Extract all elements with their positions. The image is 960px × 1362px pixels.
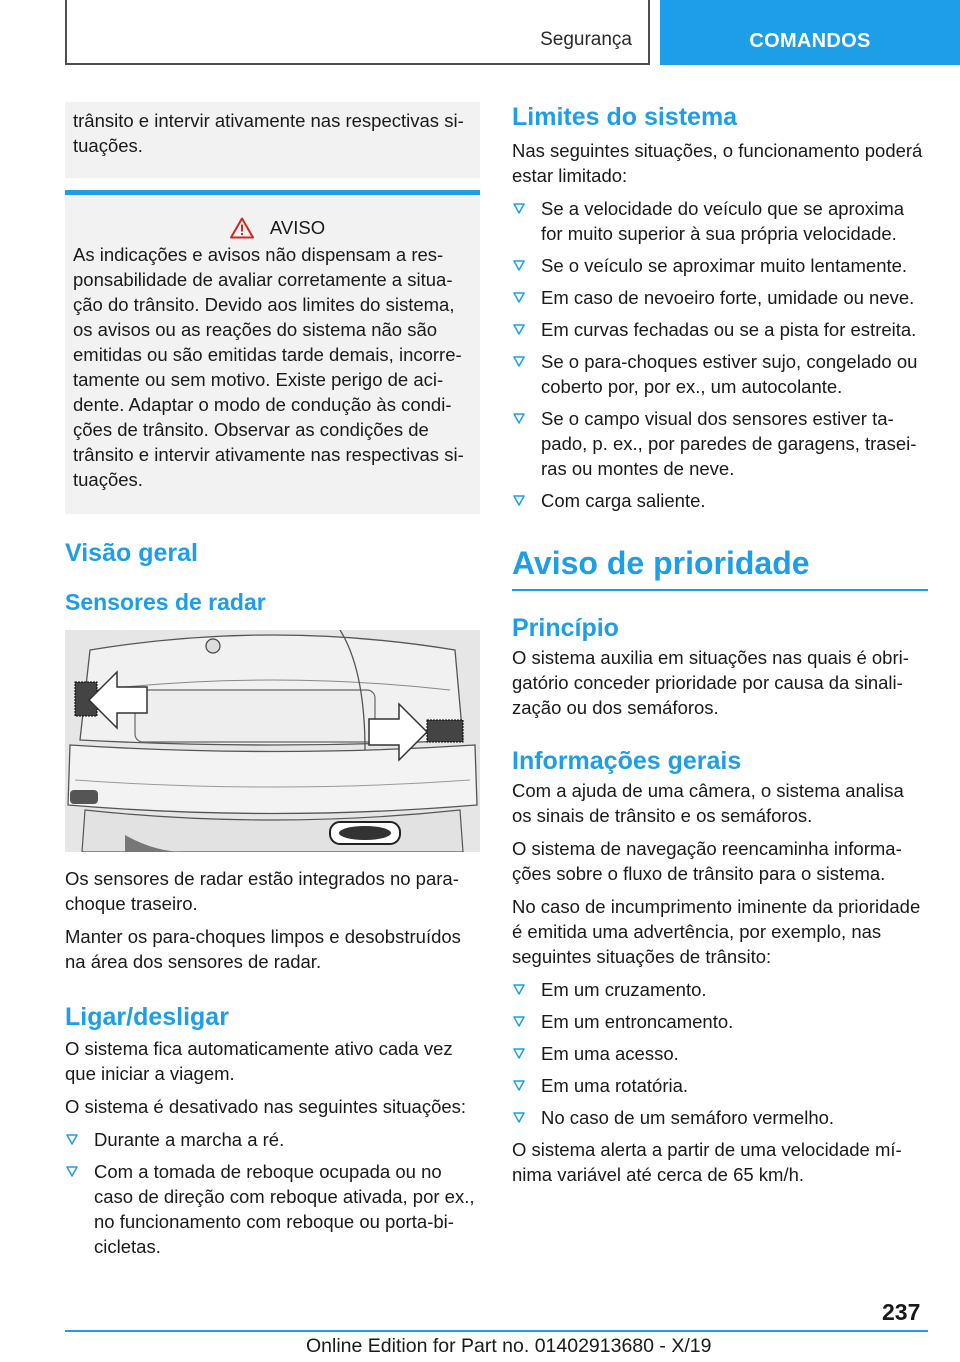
bullet-triangle-icon (513, 1080, 525, 1091)
list-item-text: Se a velocidade do veículo que se aproxima for muito superior à sua própria velocidade. (541, 198, 905, 244)
warning-header (73, 215, 472, 240)
list-item-text: Se o veículo se aproximar muito lentamente. (541, 255, 908, 276)
bullet-triangle-icon (66, 1166, 78, 1177)
general-paragraph-3: No caso de incumprimento iminente da prioridade é emitida uma advertência, por exemplo, nas seguintes situações de trânsito: (512, 896, 921, 967)
list-item (512, 196, 928, 246)
principle-text: O sistema auxilia em situações nas quais é obrigatório conceder prioridade por causa da sinalização ou dos semáforos. (512, 647, 909, 718)
priority-heading: Aviso de prioridade (512, 545, 810, 581)
header-chapter-tab[interactable] (660, 0, 960, 65)
general-heading: Informações gerais (512, 747, 742, 775)
list-item-text: Em uma rotatória. (541, 1075, 689, 1096)
list-item-text: Se o campo visual dos sensores estiver tapado, p. ex., por paredes de garagens, traseiras ou montes de neve. (541, 408, 917, 479)
list-item (512, 1105, 928, 1130)
list-item (512, 285, 928, 310)
principle-heading: Princípio (512, 614, 619, 642)
list-item-text: Em curvas fechadas ou se a pista for estreita. (541, 319, 917, 340)
list-item (512, 1073, 928, 1098)
warning-box (65, 195, 480, 514)
bullet-triangle-icon (513, 356, 525, 367)
page-number: 237 (882, 1299, 921, 1325)
bullet-triangle-icon (513, 203, 525, 214)
onoff-list (65, 1127, 480, 1259)
intro-box (65, 102, 480, 178)
warning-title: AVISO (269, 217, 326, 238)
header-frame (65, 0, 650, 65)
rear-bumper-radar-figure (65, 630, 480, 852)
radar-paragraph-2: Manter os para-choques limpos e desobstruídos na área dos sensores de radar. (65, 926, 461, 972)
list-item-text: Com carga saliente. (541, 490, 706, 511)
bullet-triangle-icon (513, 324, 525, 335)
list-item-text: Em um cruzamento. (541, 979, 707, 1000)
overview-heading: Visão geral (65, 539, 198, 567)
list-item (512, 349, 928, 399)
list-item-text: Em um entroncamento. (541, 1011, 734, 1032)
list-item (512, 1041, 928, 1066)
list-item (512, 977, 928, 1002)
list-item-text: No caso de um semáforo vermelho. (541, 1107, 835, 1128)
bullet-triangle-icon (513, 260, 525, 271)
list-item (512, 406, 928, 481)
list-item-text: Em caso de nevoeiro forte, umidade ou neve. (541, 287, 915, 308)
priority-heading-rule (512, 589, 928, 591)
list-item-text: Em uma acesso. (541, 1043, 679, 1064)
intro-box-text: trânsito e intervir ativamente nas respectivas situações. (73, 110, 464, 156)
onoff-paragraph-2: O sistema é desativado nas seguintes situações: (65, 1096, 467, 1117)
list-item-text: Com a tomada de reboque ocupada ou no caso de direção com reboque ativada, por ex., no funcionamento com reboque ou porta-bicicletas. (94, 1161, 475, 1257)
limits-intro: Nas seguintes situações, o funcionamento poderá estar limitado: (512, 140, 923, 186)
warning-triangle-icon (230, 217, 254, 239)
header-chapter-label: COMANDOS (749, 30, 871, 52)
left-column (65, 102, 480, 1266)
radar-paragraph-1: Os sensores de radar estão integrados no para-choque traseiro. (65, 868, 459, 914)
limits-list (512, 196, 928, 513)
onoff-heading: Ligar/desligar (65, 1003, 229, 1031)
header-section-title: Segurança (540, 29, 632, 50)
bullet-triangle-icon (513, 292, 525, 303)
footer-rule (65, 1330, 928, 1332)
list-item (65, 1159, 480, 1259)
bullet-triangle-icon (513, 1048, 525, 1059)
bullet-triangle-icon (513, 984, 525, 995)
general-list (512, 977, 928, 1130)
bullet-triangle-icon (513, 413, 525, 424)
general-paragraph-2: O sistema de navegação reencaminha informações sobre o fluxo de trânsito para o sistema. (512, 838, 902, 884)
general-paragraph-1: Com a ajuda de uma câmera, o sistema analisa os sinais de trânsito e os semáforos. (512, 780, 904, 826)
list-item (512, 488, 928, 513)
radar-heading: Sensores de radar (65, 589, 266, 615)
bullet-triangle-icon (513, 495, 525, 506)
onoff-paragraph-1: O sistema fica automaticamente ativo cada vez que iniciar a viagem. (65, 1038, 453, 1084)
list-item (512, 253, 928, 278)
limits-heading: Limites do sistema (512, 103, 738, 131)
list-item-text: Durante a marcha a ré. (94, 1129, 285, 1150)
bullet-triangle-icon (513, 1112, 525, 1123)
general-paragraph-4: O sistema alerta a partir de uma velocidade mínima variável até cerca de 65 km/h. (512, 1139, 902, 1185)
list-item (512, 317, 928, 342)
bullet-triangle-icon (513, 1016, 525, 1027)
footer-edition-text: Online Edition for Part no. 01402913680 - X/19 (306, 1335, 712, 1357)
bullet-triangle-icon (66, 1134, 78, 1145)
list-item (65, 1127, 480, 1152)
right-column (512, 102, 928, 1195)
warning-text: As indicações e avisos não dispensam a responsabilidade de avaliar corretamente a situação do trânsito. Devido aos limites do sistema, os avisos ou as reações do sistema não são emitidas ou são emitidas tarde demais, incorretamente ou sem motivo. Existe perigo de acidente. Adaptar o modo de condução às condições de trânsito. Observar as condições de trânsito e intervir ativamente nas respectivas situações. (73, 244, 464, 490)
list-item-text: Se o para-choques estiver sujo, congelado ou coberto por, por ex., um autocolante. (541, 351, 918, 397)
list-item (512, 1009, 928, 1034)
rear-bumper-illustration (65, 630, 480, 852)
